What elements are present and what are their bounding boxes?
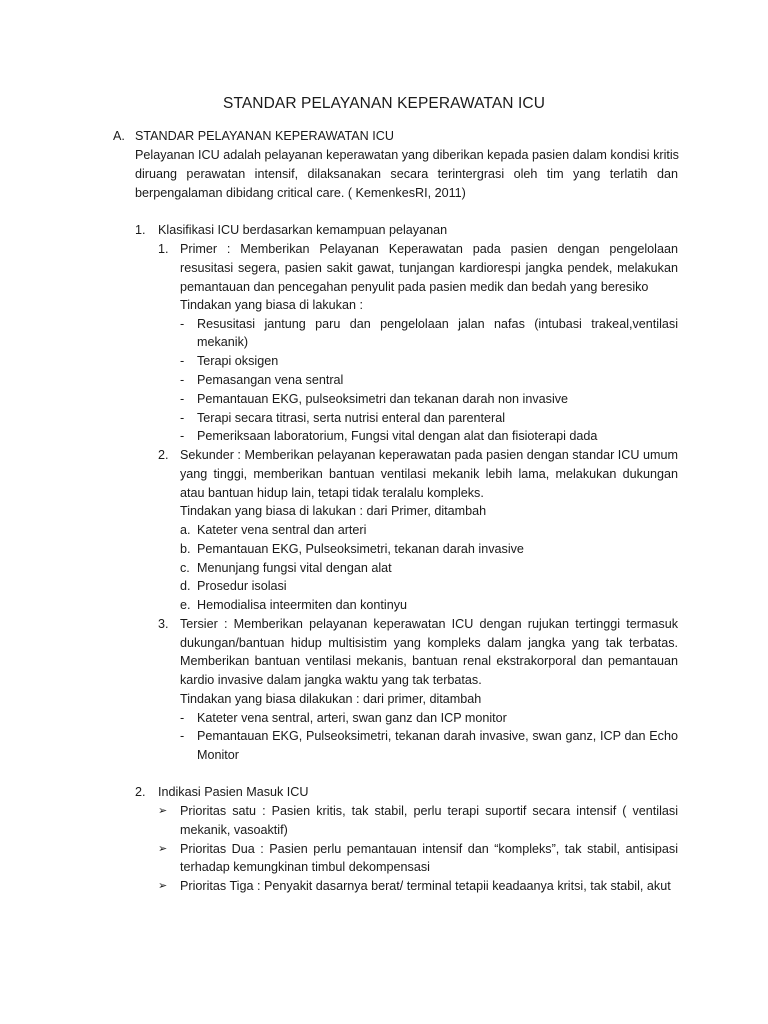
document-title: STANDAR PELAYANAN KEPERAWATAN ICU — [223, 95, 545, 112]
sekunder-marker: 2. — [158, 448, 169, 462]
tersier-text-line: kardio invasive dalam jangka waktu yang tak terbatas. — [180, 673, 482, 687]
sekunder-action-item: Menunjang fungsi vital dengan alat — [197, 561, 392, 575]
tersier-action-item: Pemantauan EKG, Pulseoksimetri, tekanan darah invasive, swan ganz, ICP dan Echo — [197, 729, 678, 743]
section-2-item: Prioritas Dua : Pasien perlu pemantauan intensif dan “kompleks”, tak stabil, antisipasi — [180, 842, 678, 856]
section-1-marker: 1. — [135, 223, 146, 237]
section-2-item: Prioritas Tiga : Penyakit dasarnya berat/ terminal tetapii keadaanya kritsi, tak stabil, akut — [180, 879, 671, 893]
letter-marker: e. — [180, 598, 191, 612]
primer-action-item: Resusitasi jantung paru dan pengelolaan jalan nafas (intubasi trakeal,ventilasi — [197, 317, 678, 331]
primer-action-item: Pemeriksaan laboratorium, Fungsi vital dengan alat dan fisioterapi dada — [197, 429, 598, 443]
tersier-action-item: Kateter vena sentral, arteri, swan ganz dan ICP monitor — [197, 711, 507, 725]
sekunder-text-line: Sekunder : Memberikan pelayanan keperawatan pada pasien dengan standar ICU umum — [180, 448, 678, 462]
primer-action-item: mekanik) — [197, 335, 249, 349]
section-2-heading: Indikasi Pasien Masuk ICU — [158, 785, 309, 799]
section-a-heading: STANDAR PELAYANAN KEPERAWATAN ICU — [135, 129, 394, 143]
dash-marker: - — [180, 317, 185, 331]
arrow-bullet-icon: ➢ — [158, 843, 168, 855]
dash-marker: - — [180, 354, 185, 368]
section-1-heading: Klasifikasi ICU berdasarkan kemampuan pelayanan — [158, 223, 448, 237]
primer-text-line: resusitasi segera, pasien sakit gawat, tunjangan kardiorespi jangka pendek, melakukan — [180, 261, 678, 275]
dash-marker: - — [180, 729, 185, 743]
dash-marker: - — [180, 411, 185, 425]
arrow-bullet-icon: ➢ — [158, 880, 168, 892]
primer-action-item: Pemantauan EKG, pulseoksimetri dan tekanan darah non invasive — [197, 392, 569, 406]
primer-action-item: Pemasangan vena sentral — [197, 373, 344, 387]
letter-marker: d. — [180, 579, 191, 593]
section-a-intro-line: Pelayanan ICU adalah pelayanan keperawatan yang diberikan kepada pasien dalam kondisi kritis — [135, 148, 679, 162]
letter-marker: c. — [180, 561, 190, 575]
section-a-intro-line: berpengalaman dibidang critical care. ( KemenkesRI, 2011) — [135, 186, 466, 200]
primer-text-line: pemantauan dan pencegahan penyulit pada pasien medik dan bedah yang beresiko — [180, 280, 649, 294]
tersier-marker: 3. — [158, 617, 169, 631]
dash-marker: - — [180, 429, 185, 443]
tersier-text-line: Tersier : Memberikan pelayanan keperawatan ICU dengan rujukan tertinggi termasuk — [180, 617, 678, 631]
sekunder-text-line: yang tinggi, memberikan bantuan ventilasi mekanik lebih lama, melakukan dukungan — [180, 467, 678, 481]
sekunder-action-item: Prosedur isolasi — [197, 579, 287, 593]
section-a-intro-line: diruang perawatan intensif, dilaksanakan secara terintergrasi oleh tim yang terlatih dan — [135, 167, 678, 181]
primer-marker: 1. — [158, 242, 169, 256]
letter-marker: b. — [180, 542, 191, 556]
dash-marker: - — [180, 392, 185, 406]
primer-action-item: Terapi oksigen — [197, 354, 279, 368]
letter-marker: a. — [180, 523, 191, 537]
section-2-item: terhadap kemungkinan timbul dekompensasi — [180, 860, 430, 874]
primer-text-line: Primer : Memberikan Pelayanan Keperawatan pada pasien dengan pengelolaan — [180, 242, 678, 256]
sekunder-action-intro: Tindakan yang biasa di lakukan : dari Primer, ditambah — [180, 504, 487, 518]
sekunder-action-item: Kateter vena sentral dan arteri — [197, 523, 367, 537]
section-a-marker: A. — [113, 129, 125, 143]
arrow-bullet-icon: ➢ — [158, 805, 168, 817]
dash-marker: - — [180, 373, 185, 387]
dash-marker: - — [180, 711, 185, 725]
sekunder-text-line: atau bantuan hidup lain, tetapi tidak teralalu kompleks. — [180, 486, 484, 500]
tersier-action-item: Monitor — [197, 748, 239, 762]
section-2-marker: 2. — [135, 785, 146, 799]
section-2-item: Prioritas satu : Pasien kritis, tak stabil, perlu terapi suportif secara intensif ( ventilasi — [180, 804, 678, 818]
tersier-text-line: Memberikan bantuan ventilasi mekanis, bantuan renal ekstrakorporal dan pemantauan — [180, 654, 678, 668]
primer-action-intro: Tindakan yang biasa di lakukan : — [180, 298, 363, 312]
section-2-item: mekanik, vasoaktif) — [180, 823, 288, 837]
primer-action-item: Terapi secara titrasi, serta nutrisi enteral dan parenteral — [197, 411, 505, 425]
sekunder-action-item: Pemantauan EKG, Pulseoksimetri, tekanan darah invasive — [197, 542, 524, 556]
tersier-text-line: dukungan/bantuan hidup multisistim yang kompleks dalam jangka yang tak terbatas. — [180, 636, 678, 650]
tersier-action-intro: Tindakan yang biasa dilakukan : dari primer, ditambah — [180, 692, 482, 706]
sekunder-action-item: Hemodialisa inteermiten dan kontinyu — [197, 598, 408, 612]
